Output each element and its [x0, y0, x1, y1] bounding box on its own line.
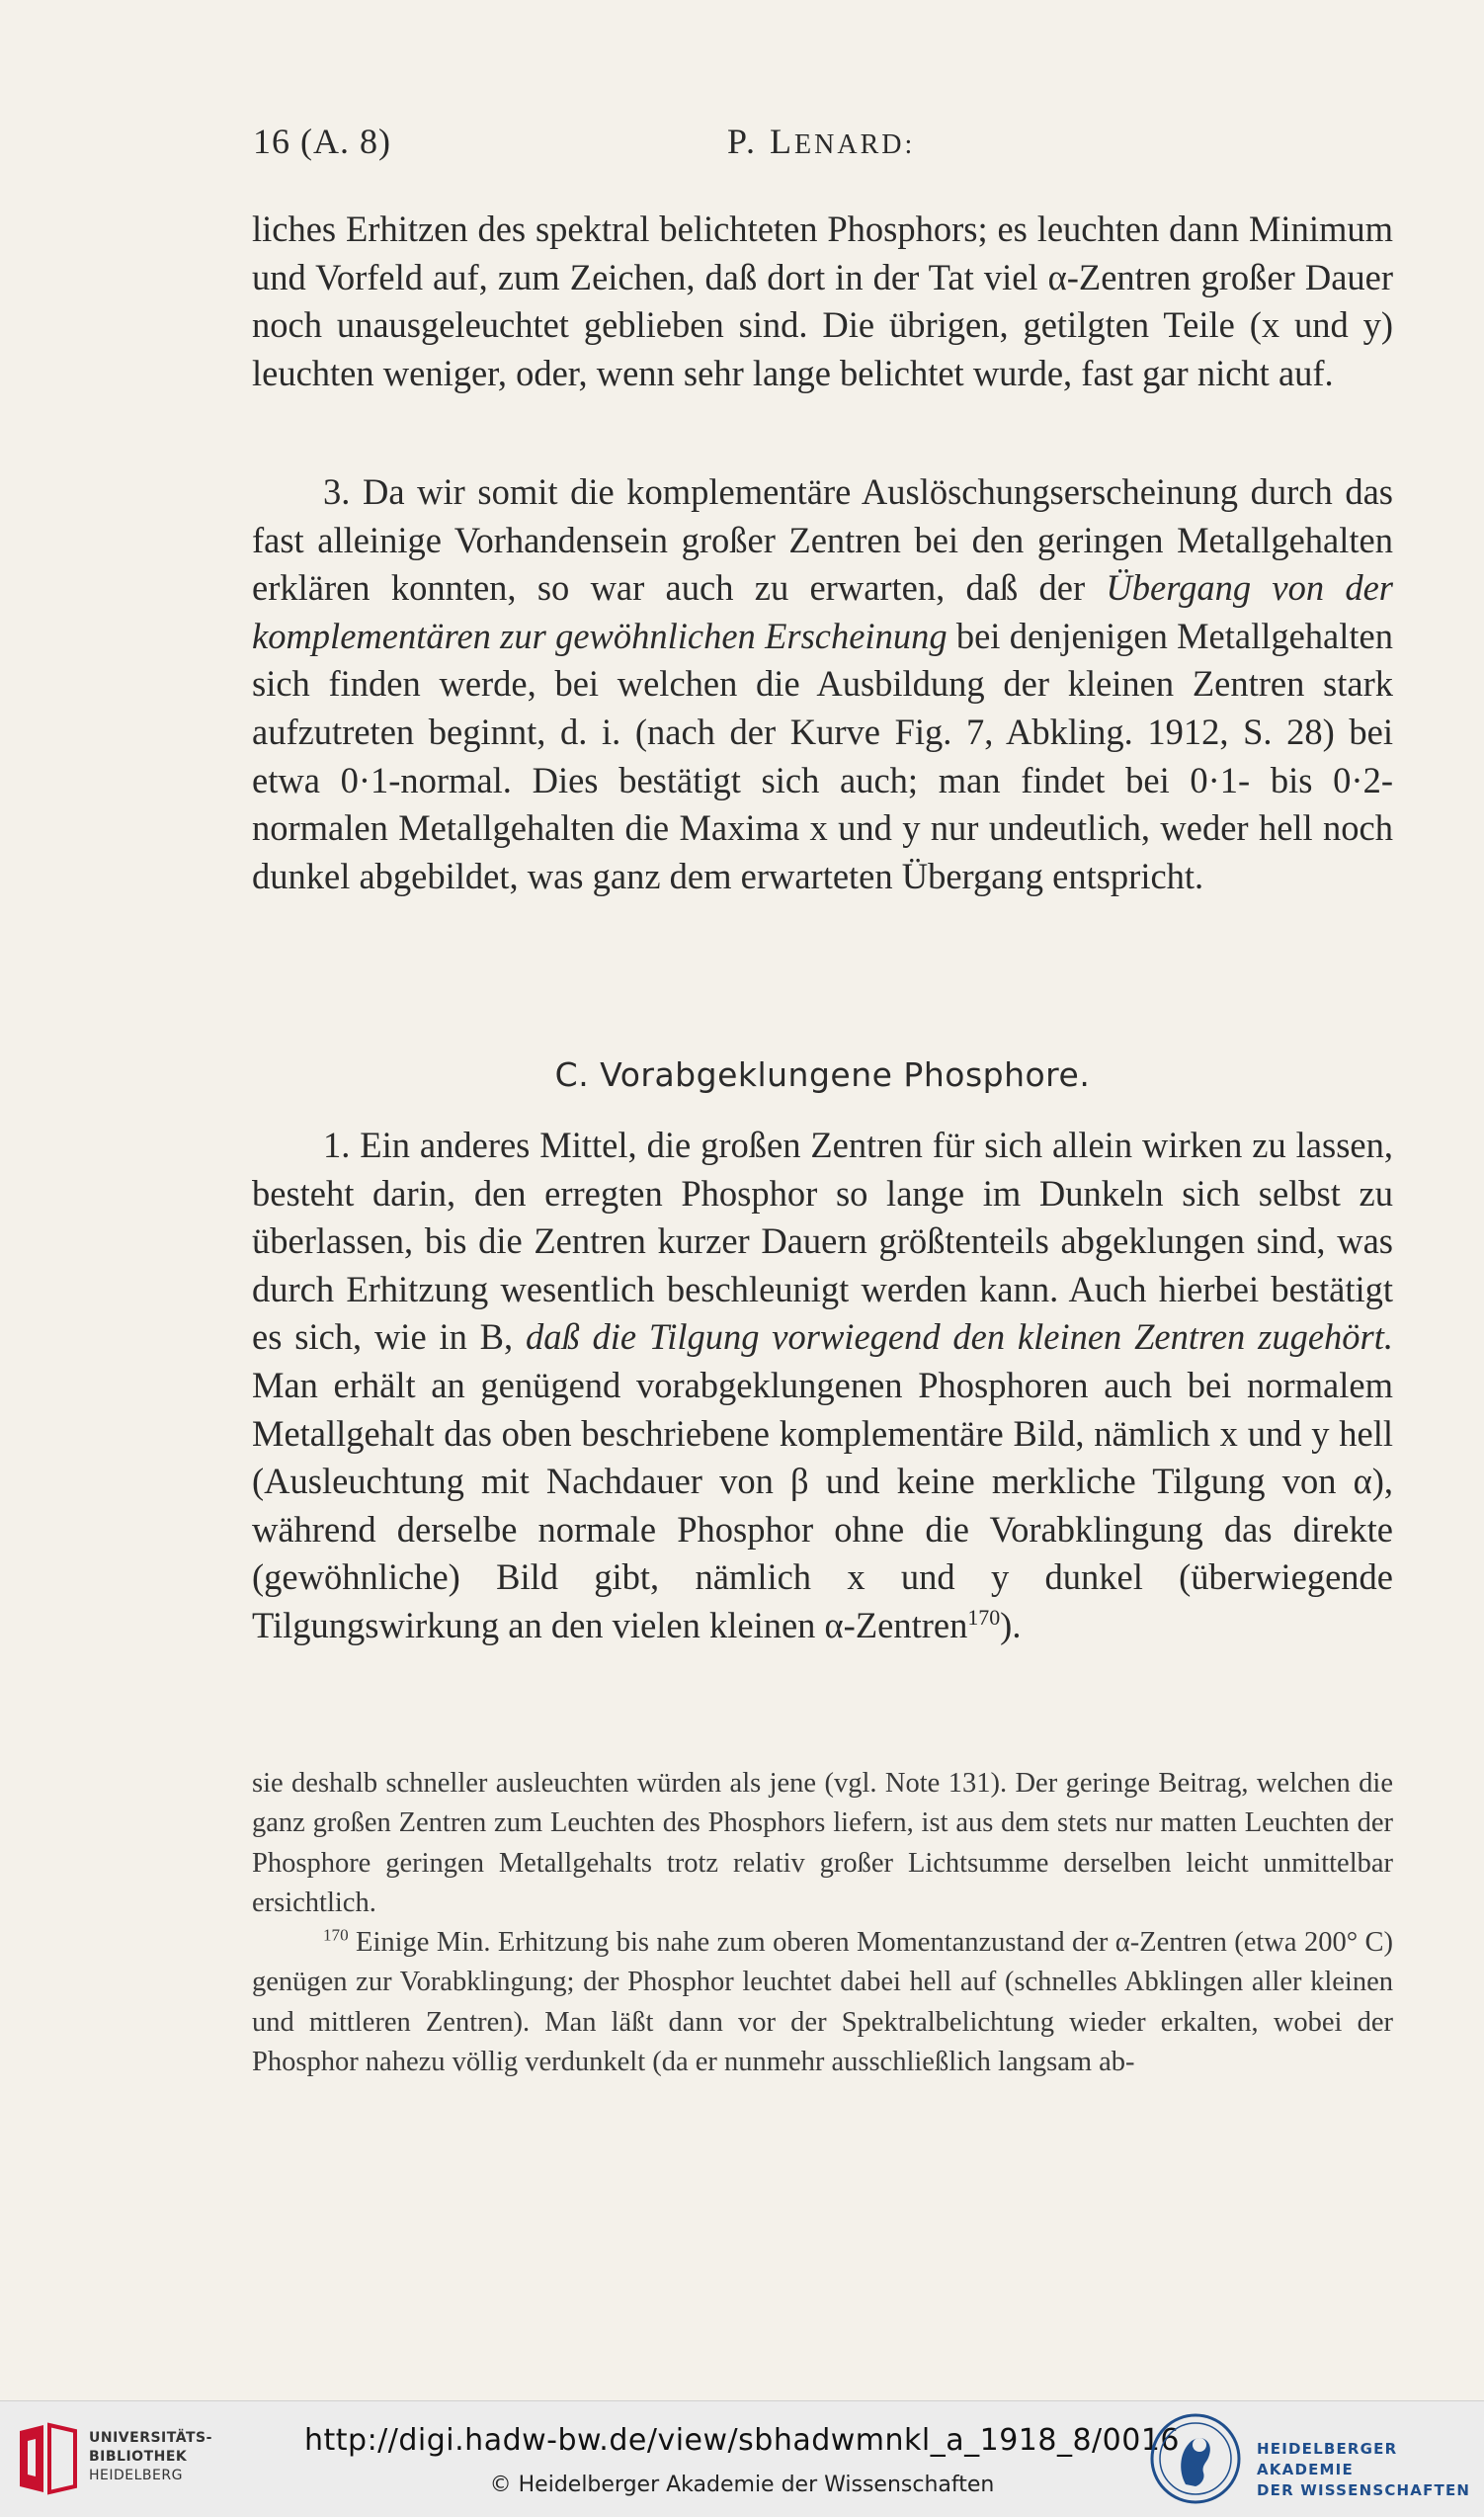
paragraph-continued: liches Erhitzen des spektral belichteten Phosphors; es leuchten dann Minimum und Vorfeld auf, zum Zeichen, daß dort in der Tat viel α-Zentren großer Dauer noch unausgeleuchtet geblieben sind. Die übrigen, getilgten Teile (x und y) leuchten weniger, oder, wenn sehr lange belichtet wurde, fast gar nicht auf. — [252, 209, 1393, 393]
university-library-name: UNIVERSITÄTS- BIBLIOTHEK HEIDELBERG — [89, 2430, 212, 2483]
paragraph-3: 3. Da wir somit die komplementäre Auslöschungserscheinung durch das fast alleinige Vorhandensein großer Zentren bei den geringen Metallgehalten erklären konnten, so war auch zu erwarten, daß der Übergang von der komplementären zur gewöhnlichen Erscheinung bei denjenigen Metallgehalten sich finden werde, bei welchen die Ausbildung der kleinen Zentren stark aufzutreten beginnt, d. i. (nach der Kurve Fig. 7, Abkling. 1912, S. 28) bei etwa 0·1-normal. Dies bestätigt sich auch; man findet bei 0·1- bis 0·2-normalen Metallgehalten die Maxima x und y nur undeutlich, weder hell noch dunkel abgebildet, was ganz dem erwarteten Übergang entspricht. — [252, 471, 1393, 896]
footnote-ref: 170 — [967, 1604, 1001, 1630]
footnotes — [252, 1764, 1393, 2082]
footnote-170: $^{170}$ Einige Min. Erhitzung bis nahe zum oberen Momentanzustand der α-Zentren (etwa 200° C) genügen zur Vorabklingung; der Phosphor leuchtet dabei hell auf (schnelles Abklingen aller kleinen und mittleren Zentren). Man läßt dann vor der Spektralbelichtung wieder erkalten, wobei der Phosphor nahezu völlig verdunkelt (da er nunmehr ausschließlich langsam ab- — [252, 1925, 1393, 2078]
section-heading: C. Vorabgeklungene Phosphore. — [554, 1055, 1091, 1094]
permalink-url[interactable]: http://digi.hadw-bw.de/view/sbhadwmnkl_a_1918_8/0016 — [303, 2423, 1181, 2458]
academy-seal-icon — [1148, 2411, 1243, 2506]
emphasis: daß die Tilgung vorwiegend den kleinen Zentren zugehört. — [525, 1316, 1393, 1358]
running-header — [253, 121, 1314, 170]
footnote-continuation: sie deshalb schneller ausleuchten würden als jene (vgl. Note 131). Der geringe Beitrag, welchen die ganz großen Zentren zum Leuchten des Phosphors liefern, ist aus dem stets nur matten Leuchten der Phosphore geringen Metallgehalts trotz relativ großer Lichtsumme derselben leicht unmittelbar ersichtlich. — [252, 1768, 1393, 1918]
footnote-number: 170 — [323, 1925, 349, 1945]
emphasis: Übergang von der komplementären zur gewöhnlichen Erscheinung — [252, 567, 1393, 656]
academy-name: HEIDELBERGER AKADEMIE DER WISSENSCHAFTEN — [1257, 2440, 1471, 2499]
paragraph-c1: 1. Ein anderes Mittel, die großen Zentren für sich allein wirken zu lassen, besteht darin, den erregten Phosphor so lange im Dunkeln sich selbst zu überlassen, bis die Zentren kurzer Dauern größtenteils abgeklungen sind, was durch Erhitzung wesentlich beschleunigt werden kann. Auch hierbei bestätigt es sich, wie in B, daß die Tilgung vorwiegend den kleinen Zentren zugehört. Man erhält an genügend vorabgeklungenen Phosphoren auch bei normalem Metallgehalt das oben beschriebene komplementäre Bild, nämlich x und y hell (Ausleuchtung mit Nachdauer von β und keine merkliche Tilgung von α), während derselbe normale Phosphor ohne die Vorabklingung das direkte (gewöhnliche) Bild gibt, nämlich x und y dunkel (überwiegende Tilgungswirkung an den vielen kleinen α-Zentren$^{170}$). — [252, 1125, 1393, 1645]
footer-bar — [0, 2400, 1484, 2517]
page-number: 16 (A. 8) — [253, 122, 391, 161]
running-author: P. LENARD: — [727, 122, 916, 161]
copyright-notice: © Heidelberger Akademie der Wissenschaften — [489, 2473, 995, 2497]
